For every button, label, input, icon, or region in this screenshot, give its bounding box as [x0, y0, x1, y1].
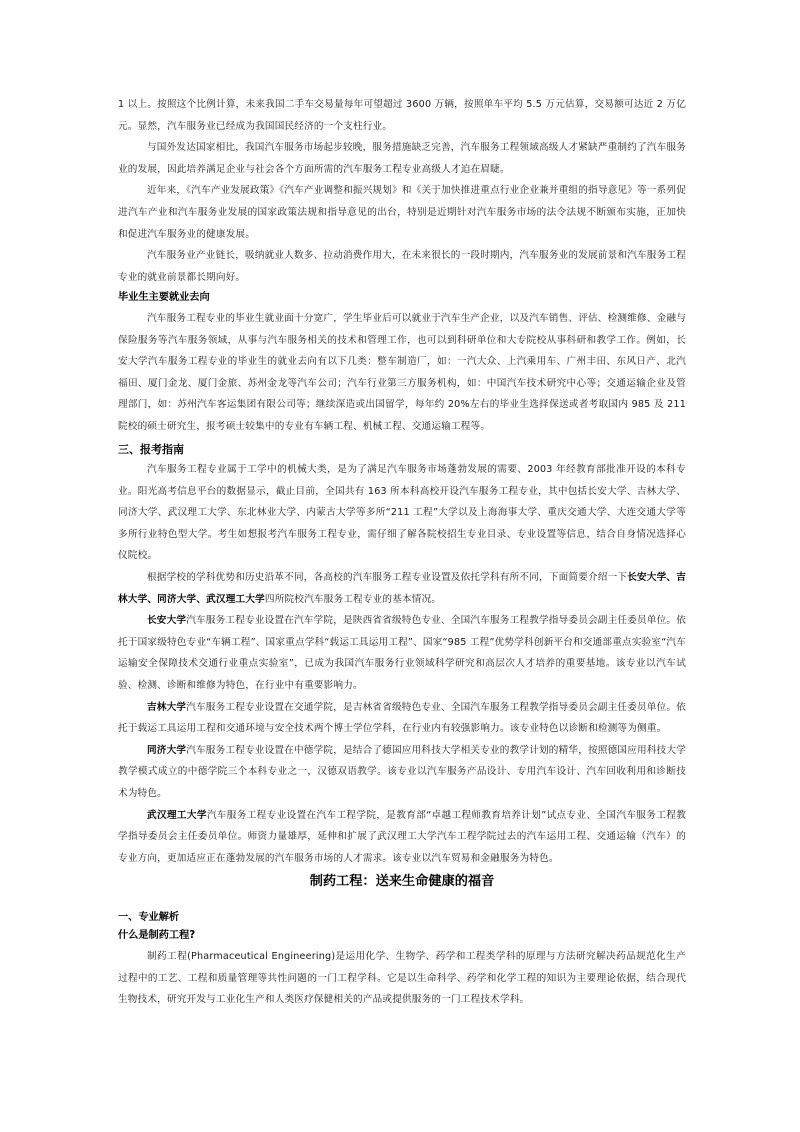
intro-section: [118, 94, 686, 288]
paragraph-tongji: [118, 740, 686, 805]
wuhan-text: 汽车服务工程专业设置在汽车工程学院，是教育部“卓越工程师教育培养计划”试点专业、全国汽车服务工程教学指导委员会主任委员单位。师资力量雄厚，延伸和扩展了武汉理工大学汽车工程学院过去的汽车运用工程、交通运输（汽车）的专业方向，更加适应正在蓬勃发展的汽车服务市场的人才需求。该专业以汽车贸易和金融服务为特色。: [118, 809, 686, 864]
changan-text: 汽车服务工程专业设置在汽车学院，是陕西省省级特色专业、全国汽车服务工程教学指导委员会副主任委员单位。依托于国家级特色专业“车辆工程”、国家重点学科“载运工具运用工程”、国家“985 工程”优势学科创新平台和交通部重点实验室“汽车运输安全保障技术交通行业重点实验室”，已成为我国汽车服务行业领域科学研究和高层次人才培养的重要基地。该专业以汽车试验、检测、诊断和维修为特色，在行业中有重要影响力。: [118, 615, 686, 691]
paragraph-talent-shortage: 与国外发达国家相比，我国汽车服务市场起步较晚，服务措施缺乏完善，汽车服务工程领域高级人才紧缺严重制约了汽车服务业的发展，因此培养满足企业与社会各个方面所需的汽车服务工程专业高级人才迫在眉睫。: [118, 142, 686, 175]
heading-guide: 三、报考指南: [118, 443, 184, 456]
intro-text: 根据学校的学科优势和历史沿革不同，各高校的汽车服务工程专业设置及依托学科有所不同，下面简要介绍一下: [147, 571, 628, 583]
paragraph-trade-volume: 1 以上。按照这个比例计算，未来我国二手车交易量每年可望超过 3600 万辆，按照单车平均 5.5 万元估算，交易额可达近 2 万亿元。显然，汽车服务业已经成为我国国民经济的一个支柱行业。: [118, 99, 686, 132]
article-title: 制药工程：送来生命健康的福音: [309, 874, 495, 889]
pharma-section: [118, 909, 686, 1011]
employment-section: [118, 289, 686, 438]
paragraph-outlook: 汽车服务业产业链长，吸纳就业人数多、拉动消费作用大，在未来很长的一段时期内，汽车服务业的发展前景和汽车服务工程专业的就业前景都长期向好。: [118, 250, 686, 283]
paragraph-guide: 汽车服务工程专业属于工学中的机械大类，是为了满足汽车服务市场蓬勃发展的需要、2003 年经教育部批准开设的本科专业。阳光高考信息平台的数据显示，截止目前，全国共有 163 所本科高校开设汽车服务工程专业，其中包括长安大学、吉林大学、同济大学、武汉理工大学、东北林业大学、内蒙古大学等多所“211 工程”大学以及上海海事大学、重庆交通大学、大连交通大学等多所行业特色型大学。考生如想报考汽车服务工程专业，需仔细了解各院校招生专业目录、专业设置等信息，结合自身情况选择心仪院校。: [118, 464, 686, 562]
paragraph-pharma-definition: 制药工程(Pharmaceutical Engineering)是运用化学、生物学、药学和工程类学科的原理与方法研究解决药品规范化生产过程中的工艺、工程和质量管理等共性问题的一门工程学科。它是以生命科学、药学和化学工程的知识为主要理论依据，结合现代生物技术，研究开发与工业化生产和人类医疗保健相关的产品或提供服务的一门工程技术学科。: [118, 951, 686, 1006]
school-name-jilin: 吉林大学: [147, 701, 187, 713]
school-name-changan: 长安大学: [147, 615, 187, 627]
paragraph-employment: 汽车服务工程专业的毕业生就业面十分宽广，学生毕业后可以就业于汽车生产企业，以及汽车销售、评估、检测维修、金融与保险服务等汽车服务领域，从事与汽车服务相关的技术和管理工作，也可以到科研单位和大专院校从事科研和教学工作。例如，长安大学汽车服务工程专业的毕业生的就业去向有以下几类：整车制造厂，如：一汽大众、上汽乘用车、广州丰田、东风日产、北汽福田、厦门金龙、厦门金旅、苏州金龙等汽车公司；汽车行业第三方服务机构，如：中国汽车技术研究中心等；交通运输企业及管理部门，如：苏州汽车客运集团有限公司等；继续深造或出国留学，每年约 20%左右的毕业生选择保送或者考取国内 985 及 211 院校的硕士研究生，报考硕士较集中的专业有车辆工程、机械工程、交通运输工程等。: [118, 313, 686, 432]
guide-section: [118, 441, 686, 869]
heading-employment: 毕业生主要就业去向: [118, 292, 210, 303]
tongji-text: 汽车服务工程专业设置在中德学院，是结合了德国应用科技大学相关专业的教学计划的精华，按照德国应用科技大学教学模式成立的中德学院三个本科专业之一，汉德双语教学。该专业以汽车服务产品设计、专用汽车设计、汽车回收利用和诊断技术为特色。: [118, 744, 686, 799]
heading-analysis: 一、专业解析: [118, 912, 180, 923]
paragraph-policy: 近年来，《汽车产业发展政策》《汽车产业调整和振兴规划》和《关于加快推进重点行业企业兼并重组的指导意见》等一系列促进汽车产业和汽车服务业发展的国家政策法规和指导意见的出台，特别是近期针对汽车服务市场的法令法规不断颁布实施，正加快和促进汽车服务业的健康发展。: [118, 185, 686, 240]
school-names: 长安大学、吉林大学、同济大学、武汉理工大学: [118, 571, 686, 605]
paragraph-wuhan: [118, 805, 686, 870]
school-name-wuhan: 武汉理工大学: [147, 809, 207, 821]
paragraph-changan: [118, 610, 686, 696]
jilin-text: 汽车服务工程专业设置在交通学院，是吉林省省级特色专业、全国汽车服务工程教学指导委员会副主任委员单位。依托于载运工具运用工程和交通环境与安全技术两个博士学位学科，在行业内有较强影响力。该专业特色以诊断和检测等为侧重。: [118, 701, 686, 735]
paragraph-intro-schools: [118, 567, 686, 610]
paragraph-jilin: [118, 697, 686, 740]
heading-what-is: 什么是制药工程?: [118, 930, 196, 941]
school-name-tongji: 同济大学: [147, 744, 187, 756]
intro-text-end: 四所院校汽车服务工程专业的基本情况。: [264, 593, 442, 605]
